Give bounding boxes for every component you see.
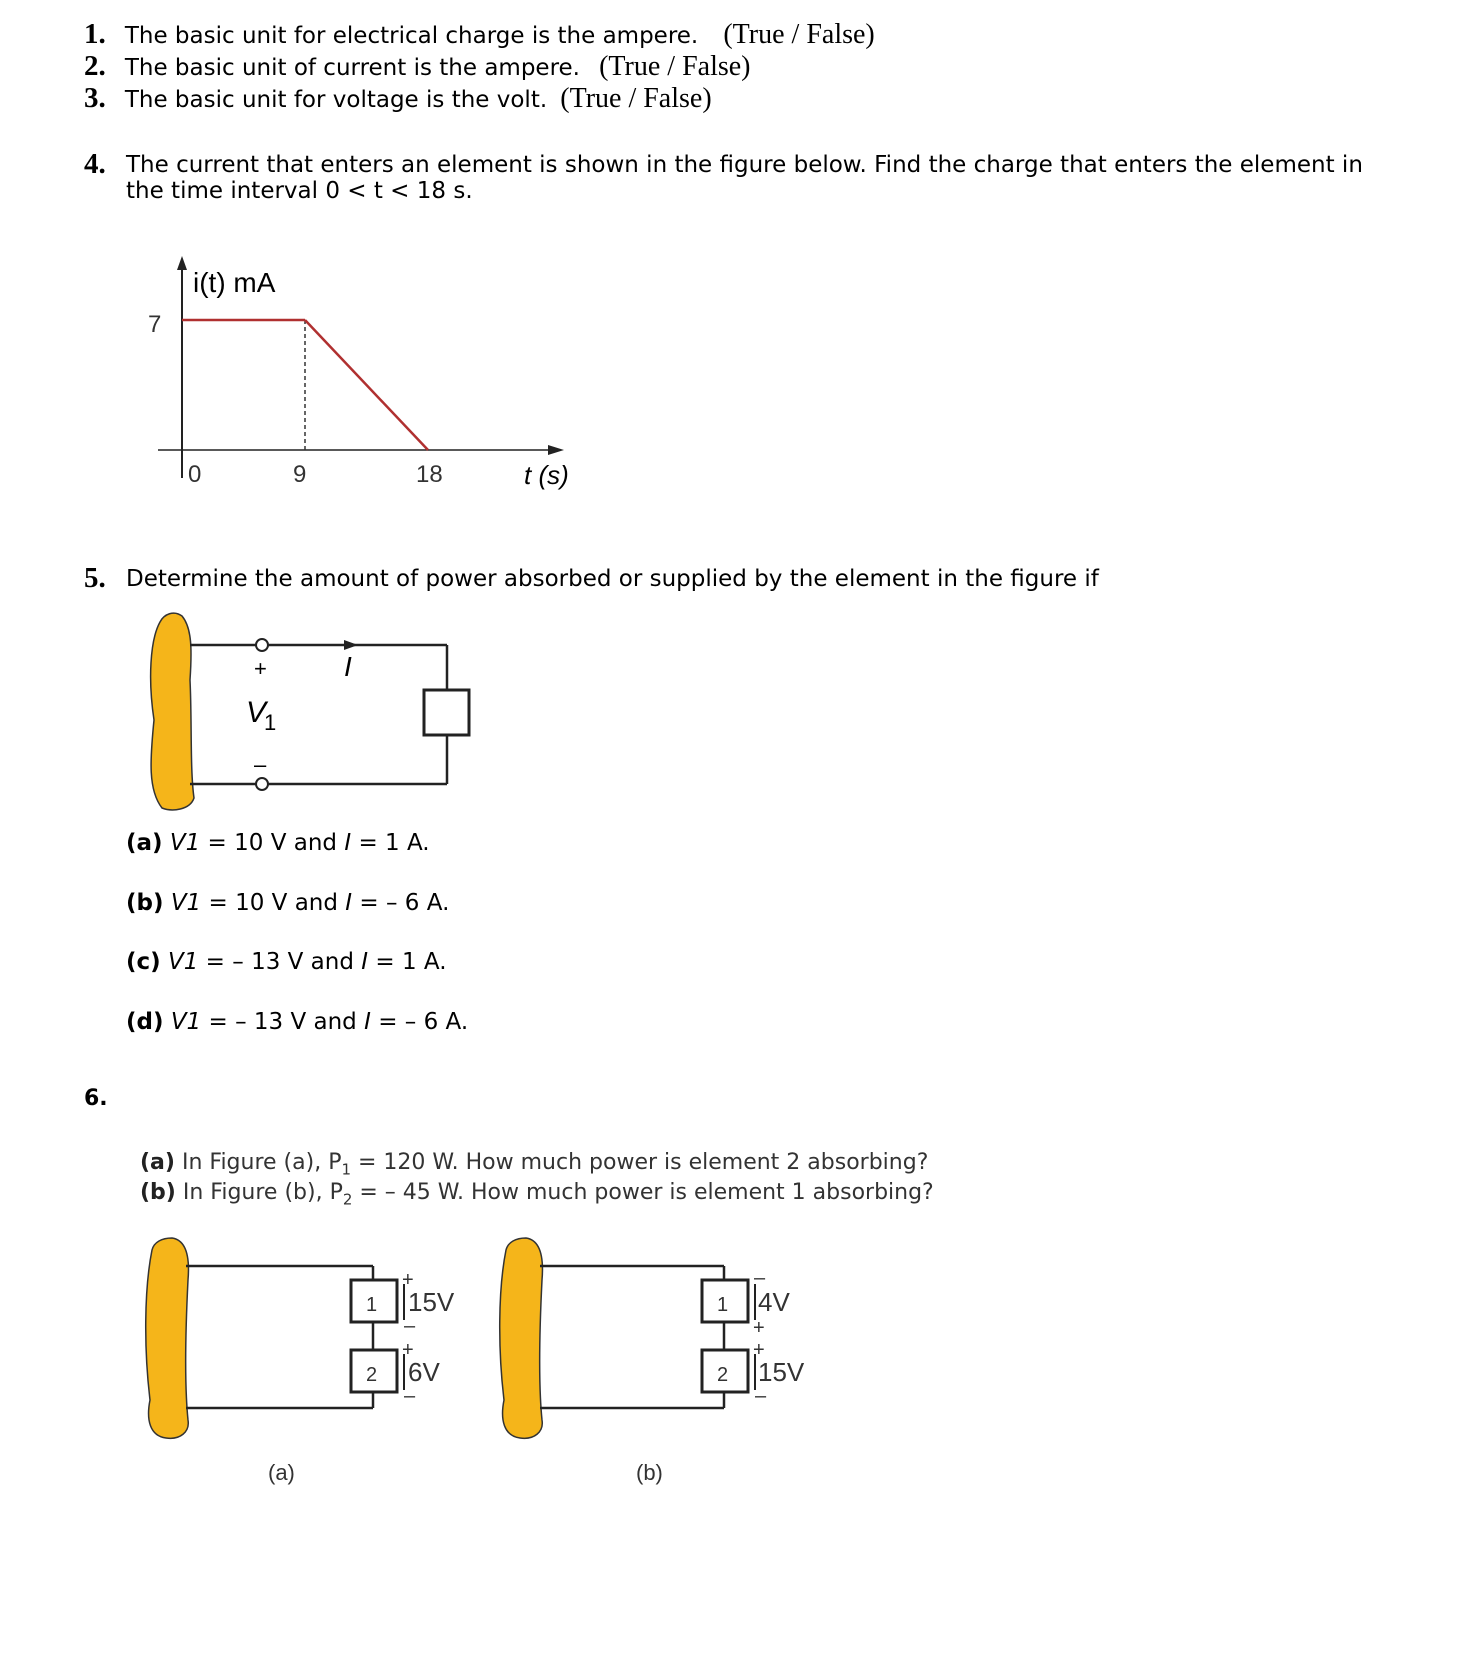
question-number: 1. (84, 18, 106, 50)
element-2-label: 2 (717, 1364, 729, 1386)
true-false-choice: (True / False) (599, 51, 751, 82)
option-tag: (d) (126, 1009, 164, 1035)
question-text: The basic unit for voltage is the volt. (124, 87, 548, 113)
voltage-1-label: 4V (758, 1287, 790, 1317)
option-current: I (364, 1009, 371, 1035)
part-rest: = – 45 W. How much power is element 1 absorbing? (352, 1180, 934, 1205)
question-number: 6. (84, 1086, 108, 1111)
option-voltage: V1 (169, 830, 201, 856)
question-text: The basic unit of current is the ampere. (124, 55, 580, 81)
polarity-bot-2: – (404, 1385, 416, 1407)
true-false-choice: (True / False) (723, 19, 875, 50)
current-label: I (344, 651, 352, 682)
x-tick-label: 18 (416, 461, 443, 488)
x-tick-label: 9 (293, 461, 307, 488)
option-text: = – 13 V and (198, 949, 362, 975)
subscript: 2 (342, 1190, 353, 1209)
voltage-1-label: 15V (408, 1287, 455, 1317)
option-voltage: V1 (170, 890, 202, 916)
question-text: The basic unit for electrical charge is the ampere. (124, 23, 699, 49)
polarity-bot-1: + (753, 1317, 765, 1339)
option-voltage: V1 (167, 949, 199, 975)
part-rest: = 120 W. How much power is element 2 absorbing? (351, 1150, 929, 1175)
polarity-bot-2: – (755, 1385, 767, 1407)
part-text: In Figure (b), P (182, 1180, 343, 1205)
option-text: = – 13 V and (201, 1009, 365, 1035)
question-number: 4. (84, 148, 106, 180)
question-4-line-2: the time interval 0 < t < 18 s. (126, 178, 473, 204)
voltage-2-label: 6V (408, 1357, 440, 1387)
option-text: = 10 V and (201, 890, 346, 916)
option-tag: (b) (126, 890, 164, 916)
question-number: 2. (84, 50, 106, 82)
y-axis-label: i(t) mA (193, 267, 276, 298)
option-current: I (345, 890, 353, 916)
minus-sign: – (254, 752, 267, 777)
voltage-subscript: 1 (264, 710, 277, 735)
voltage-label: V (246, 696, 267, 729)
polarity-top-1: – (754, 1267, 766, 1289)
option-tag: (c) (126, 949, 161, 975)
source-blob (500, 1238, 543, 1438)
option-end: = 1 A. (368, 949, 447, 975)
option-end: = – 6 A. (352, 890, 450, 916)
x-axis-label: t (s) (524, 460, 569, 490)
element-1-label: 1 (366, 1294, 378, 1316)
option-end: = 1 A. (351, 830, 430, 856)
option-tag: (a) (126, 830, 163, 856)
question-5-text: Determine the amount of power absorbed or supplied by the element in the figure if (126, 566, 1099, 592)
polarity-top-2: + (402, 1339, 414, 1361)
option-current: I (344, 830, 352, 856)
question-4-line-1: The current that enters an element is shown in the figure below. Find the charge that enters the element in (126, 152, 1363, 178)
voltage-2-label: 15V (758, 1357, 805, 1387)
element-1-label: 1 (717, 1294, 729, 1316)
polarity-top-2: + (753, 1339, 765, 1361)
element-2-label: 2 (366, 1364, 378, 1386)
question-number: 5. (84, 562, 106, 594)
plus-sign: + (254, 656, 267, 681)
option-current: I (361, 949, 369, 975)
question-number: 3. (84, 82, 106, 114)
part-text: In Figure (a), P (181, 1150, 342, 1175)
option-end: = – 6 A. (370, 1009, 469, 1035)
part-tag: (a) (140, 1150, 175, 1175)
figure-caption: (b) (636, 1460, 663, 1485)
figure-caption: (a) (268, 1460, 295, 1485)
true-false-choice: (True / False) (560, 83, 712, 114)
option-voltage: V1 (170, 1009, 202, 1035)
y-tick-label: 7 (148, 311, 162, 338)
option-text: = 10 V and (200, 830, 345, 856)
polarity-top-1: + (402, 1269, 414, 1291)
part-tag: (b) (140, 1180, 176, 1205)
subscript: 1 (341, 1160, 352, 1179)
x-tick-label: 0 (188, 461, 202, 488)
polarity-bot-1: – (404, 1315, 416, 1337)
